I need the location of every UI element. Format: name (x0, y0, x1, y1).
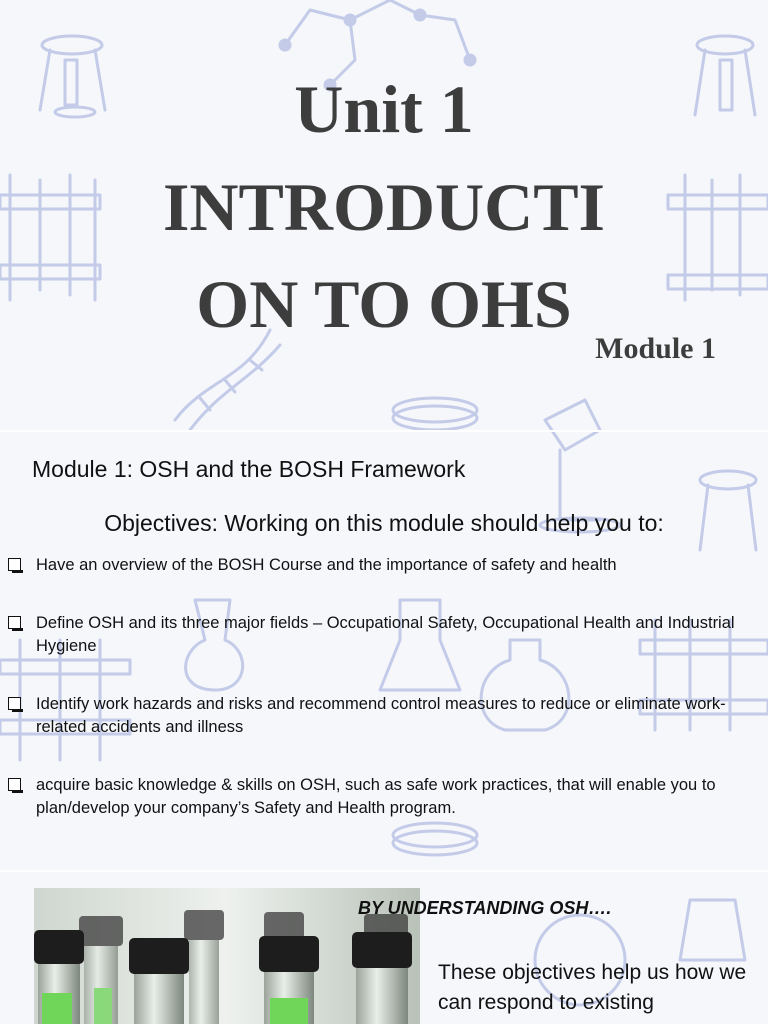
list-item (6, 554, 762, 577)
unit-title: Unit 1 (294, 71, 474, 147)
objective-text: Identify work hazards and risks and recommend control measures to reduce or eliminate work-related accidents and illness (36, 695, 726, 736)
checkbox-bullet-icon (8, 778, 21, 791)
module-heading: Module 1: OSH and the BOSH Framework (32, 456, 466, 482)
section-text: These objectives help us how we can respond to existing (438, 961, 747, 1014)
title-line-3: ON TO OHS (196, 266, 572, 342)
objective-text: Define OSH and its three major fields – Occupational Safety, Occupational Health and Industrial Hygiene (36, 614, 735, 655)
list-item (6, 693, 762, 739)
list-item (6, 612, 762, 658)
checkbox-bullet-icon (8, 697, 21, 710)
checkbox-bullet-icon (8, 558, 21, 571)
list-item (6, 774, 762, 820)
objectives-list (6, 554, 762, 855)
title-line-2: INTRODUCTI (162, 169, 606, 245)
objective-text: acquire basic knowledge & skills on OSH, such as safe work practices, that will enable you to plan/develop your company’s Safety and Health program. (36, 776, 716, 817)
understanding-slide (0, 870, 768, 1024)
module-subtitle: Module 1 (595, 332, 716, 365)
section-heading: BY UNDERSTANDING OSH…. (358, 898, 612, 918)
objectives-slide (0, 430, 768, 870)
title-slide (0, 0, 768, 430)
checkbox-bullet-icon (8, 616, 21, 629)
objective-text: Have an overview of the BOSH Course and the importance of safety and health (36, 556, 617, 574)
objectives-intro: Objectives: Working on this module should help you to: (104, 510, 664, 536)
